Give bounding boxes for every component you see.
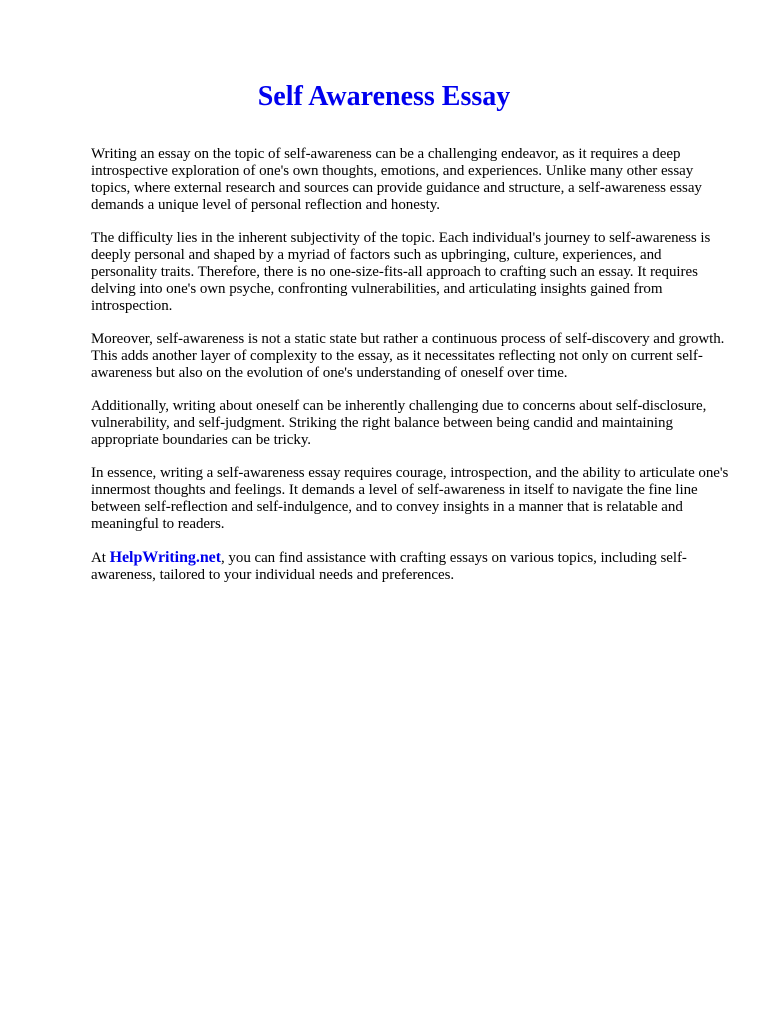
paragraph-6-suffix: , you can find assistance with crafting essays on various topics, including self-awareness, tailored to your individual needs and preferences. (91, 550, 687, 583)
paragraph-4: Additionally, writing about oneself can be inherently challenging due to concerns about self-disclosure, vulnerability, and self-judgment. Striking the right balance between being candid and maintaining appropriate boundaries can be tricky. (91, 398, 707, 448)
document-title: Self Awareness Essay (257, 81, 511, 112)
paragraph-2: The difficulty lies in the inherent subjectivity of the topic. Each individual's journey to self-awareness is deeply personal and shaped by a myriad of factors such as upbringing, culture, experiences, and personality traits. Therefore, there is no one-size-fits-all approach to crafting such an essay. It requires delving into one's own psyche, confronting vulnerabilities, and articulating insights gained from introspection. (91, 230, 711, 314)
paragraph-6-prefix: At (91, 550, 110, 566)
paragraph-1: Writing an essay on the topic of self-awareness can be a challenging endeavor, as it requires a deep introspective exploration of one's own thoughts, emotions, and experiences. Unlike many other essay topics, where external research and sources can provide guidance and structure, a self-awareness essay demands a unique level of personal reflection and honesty. (91, 146, 702, 213)
paragraph-6 (91, 549, 731, 584)
document-body (91, 146, 731, 600)
paragraph-3: Moreover, self-awareness is not a static state but rather a continuous process of self-discovery and growth. This adds another layer of complexity to the essay, as it necessitates reflecting not only on current self-awareness but also on the evolution of one's understanding of oneself over time. (91, 331, 725, 381)
helpwriting-link[interactable]: HelpWriting.net (109, 549, 222, 566)
paragraph-5: In essence, writing a self-awareness essay requires courage, introspection, and the ability to articulate one's innermost thoughts and feelings. It demands a level of self-awareness in itself to navigate the fine line between self-reflection and self-indulgence, and to convey insights in a manner that is relatable and meaningful to readers. (91, 465, 729, 532)
